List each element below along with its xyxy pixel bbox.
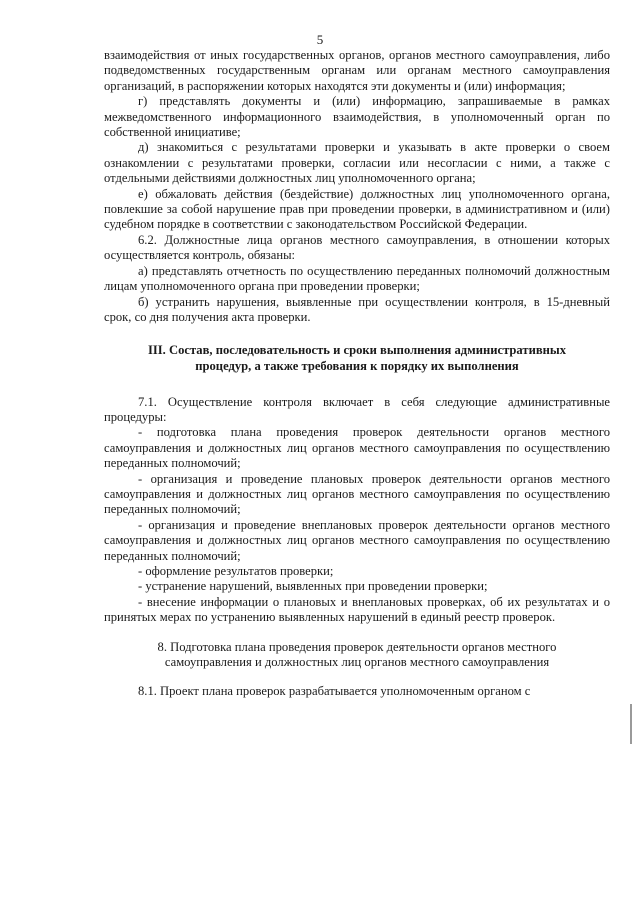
paragraph: а) представлять отчетность по осуществлению переданных полномочий должностным лицам уполномоченного органа при проведении проверки; — [104, 263, 610, 294]
subsection-heading-line: самоуправления и должностных лиц органов местного самоуправления — [164, 655, 550, 669]
paragraph: е) обжаловать действия (бездействие) должностных лиц уполномоченного органа, повлекшие за собой нарушение прав при проведении проверки, в административном и (или) судебном порядке в соответствии с законодательством Российской Федерации. — [104, 186, 610, 232]
subsection-heading-line: 8. Подготовка плана проведения проверок деятельности органов местного — [157, 639, 557, 654]
list-item: - подготовка плана проведения проверок деятельности органов местного самоуправления и должностных лиц органов местного самоуправления по осуществлению переданных полномочий; — [104, 425, 610, 471]
scan-edge-mark — [630, 704, 632, 744]
document-body — [104, 48, 610, 700]
list-item: - оформление результатов проверки; — [138, 563, 334, 578]
section-heading — [104, 343, 610, 374]
section-heading-line: процедур, а также требования к порядку их выполнения — [195, 358, 519, 373]
paragraph: г) представлять документы и (или) информацию, запрашиваемые в рамках межведомственного информационного взаимодействия, в уполномоченный орган по собственной инициативе; — [104, 94, 610, 140]
paragraph: 8.1. Проект плана проверок разрабатывается уполномоченным органом с — [138, 684, 531, 699]
paragraph: 7.1. Осуществление контроля включает в себя следующие административные процедуры: — [104, 394, 610, 424]
list-item: - организация и проведение плановых проверок деятельности органов местного самоуправления и должностных лиц органов местного самоуправления по осуществлению переданных полномочий; — [104, 471, 610, 517]
page-number: 5 — [316, 32, 324, 47]
paragraph: б) устранить нарушения, выявленные при осуществлении контроля, в 15-дневный срок, со дня получения акта проверки. — [104, 294, 610, 324]
list-item: - устранение нарушений, выявленных при проведении проверки; — [138, 579, 488, 594]
paragraph: 6.2. Должностные лица органов местного самоуправления, в отношении которых осуществляется контроль, обязаны: — [104, 232, 610, 263]
section-heading-line: III. Состав, последовательность и сроки выполнения административных — [147, 343, 567, 358]
paragraph: д) знакомиться с результатами проверки и указывать в акте проверки о своем ознакомлении с результатами проверки, согласии или несогласии с ними, а также с отдельными действиями должностных лиц уполномоченного органа; — [104, 140, 610, 186]
subsection-heading — [104, 640, 610, 671]
paragraph: взаимодействия от иных государственных органов, органов местного самоуправления, либо подведомственных государственным органам или органам местного самоуправления организаций, в распоряжении которых находятся эти документы и (или) информация; — [104, 48, 610, 93]
list-item: - внесение информации о плановых и внеплановых проверках, об их результатах и о принятых мерах по устранению выявленных нарушений в единый реестр проверок. — [104, 594, 610, 625]
list-item: - организация и проведение внеплановых проверок деятельности органов местного самоуправления и должностных лиц органов местного самоуправления по осуществлению переданных полномочий; — [104, 517, 610, 563]
